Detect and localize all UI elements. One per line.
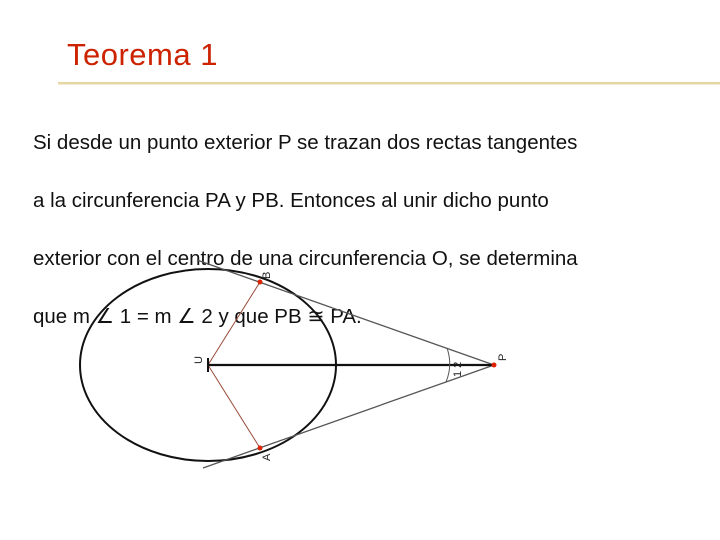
statement-line-1: Si desde un punto exterior P se trazan dos rectas tangentes <box>33 131 578 154</box>
label-b: B <box>261 271 273 279</box>
tangent-line-pa <box>203 365 494 468</box>
radius-ob <box>208 282 260 365</box>
label-p: P <box>497 353 509 361</box>
point-p <box>492 363 497 368</box>
statement-line-3: exterior con el centro de una circunferencia O, se determina <box>33 247 578 270</box>
label-angles-1-2: 1 2 <box>452 361 464 377</box>
label-o: U <box>193 356 205 364</box>
point-a <box>258 446 263 451</box>
label-a: A <box>261 453 273 461</box>
statement-line-2: a la circunferencia PA y PB. Entonces al unir dicho punto <box>33 189 549 212</box>
statement-line-4: que m ∠ 1 = m ∠ 2 y que PB ≅ PA. <box>33 305 362 328</box>
radius-oa <box>208 365 260 448</box>
point-b <box>258 280 263 285</box>
slide-title: Teorema 1 <box>67 37 218 72</box>
tangent-line-pb <box>197 260 494 365</box>
